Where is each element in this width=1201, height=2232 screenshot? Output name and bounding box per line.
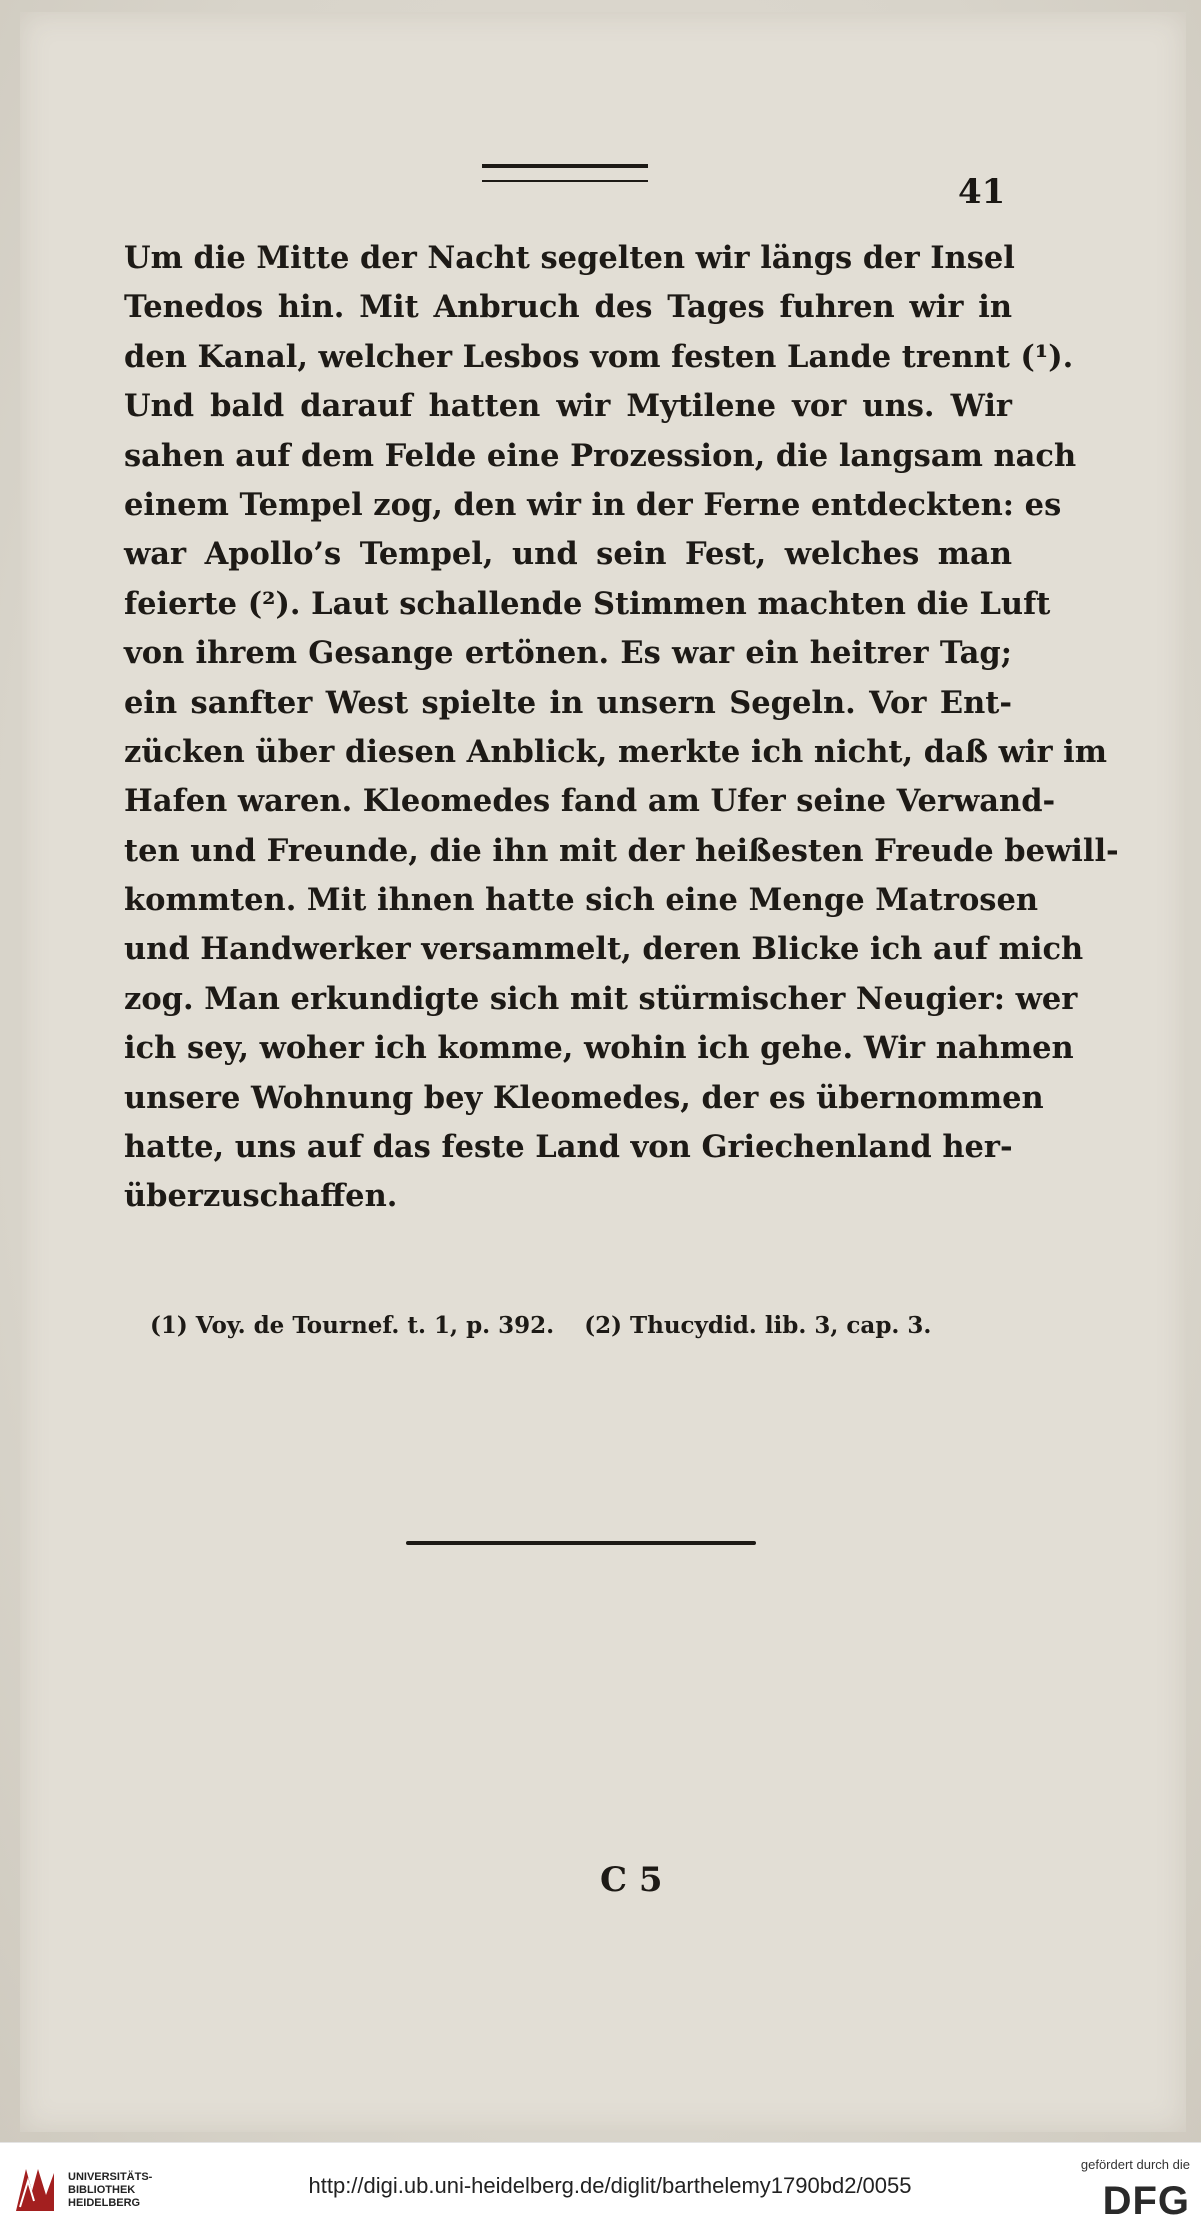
dfg-logo: DFG (1102, 2179, 1190, 2223)
institution-line: HEIDELBERG (68, 2197, 141, 2209)
text-line: und Handwerker versammelt, deren Blicke ich auf mich (124, 931, 1084, 968)
text-line: Um die Mitte der Nacht segelten wir längs der Insel (124, 240, 1015, 276)
body-text (124, 234, 1119, 1222)
text-line: Und bald darauf hatten wir Mytilene vor uns. Wir (124, 388, 1012, 425)
book-page (20, 12, 1186, 2132)
page-number: 41 (958, 172, 1006, 212)
institution-line: UNIVERSITÄTS- (68, 2171, 153, 2183)
text-line: ich sey, woher ich komme, wohin ich gehe. Wir nahmen (124, 1030, 1074, 1067)
text-line: den Kanal, welcher Lesbos vom festen Lande trennt (¹). (124, 338, 1074, 375)
end-rule (406, 1541, 756, 1545)
text-line: ten und Freunde, die ihn mit der heißesten Freude bewill- (124, 832, 1119, 869)
text-line: überzuschaffen. (124, 1178, 398, 1215)
text-line: feierte (²). Laut schallende Stimmen machten die Luft (124, 585, 1051, 622)
text-line: von ihrem Gesange ertönen. Es war ein heitrer Tag; (124, 635, 1012, 672)
text-line: unsere Wohnung bey Kleomedes, der es übernommen (124, 1079, 1044, 1116)
header-double-rule (482, 164, 648, 182)
institution-name (68, 2171, 152, 2210)
footnote-1: (1) Voy. de Tournef. t. 1, p. 392. (150, 1312, 555, 1339)
signature-mark: C 5 (600, 1860, 663, 1900)
text-line: ein sanfter West spielte in unsern Segeln. Vor Ent- (124, 684, 1012, 721)
university-seal-icon (12, 2161, 58, 2217)
text-line: hatte, uns auf das feste Land von Griechenland her- (124, 1129, 1013, 1166)
text-line: Hafen waren. Kleomedes fand am Ufer seine Verwand- (124, 783, 1056, 820)
text-line: kommten. Mit ihnen hatte sich eine Menge Matrosen (124, 882, 1039, 919)
funding-note: gefördert durch die (1080, 2157, 1190, 2172)
footnote-2: (2) Thucydid. lib. 3, cap. 3. (584, 1312, 932, 1339)
text-line: zücken über diesen Anblick, merkte ich nicht, daß wir im (124, 733, 1107, 770)
institution-line: BIBLIOTHEK (68, 2184, 136, 2196)
text-line: Tenedos hin. Mit Anbruch des Tages fuhren wir in (124, 289, 1012, 326)
footnotes (150, 1312, 970, 1339)
text-line: zog. Man erkundigte sich mit stürmischer Neugier: wer (124, 980, 1078, 1017)
footer-bar (0, 2142, 1201, 2232)
text-line: sahen auf dem Felde eine Prozession, die langsam nach (124, 437, 1077, 474)
text-line: war Apollo’s Tempel, und sein Fest, welches man (124, 536, 1012, 573)
text-line: einem Tempel zog, den wir in der Ferne entdeckten: es (124, 486, 1062, 523)
permalink-url[interactable]: http://digi.ub.uni-heidelberg.de/diglit/barthelemy1790bd2/0055 (308, 2173, 912, 2198)
